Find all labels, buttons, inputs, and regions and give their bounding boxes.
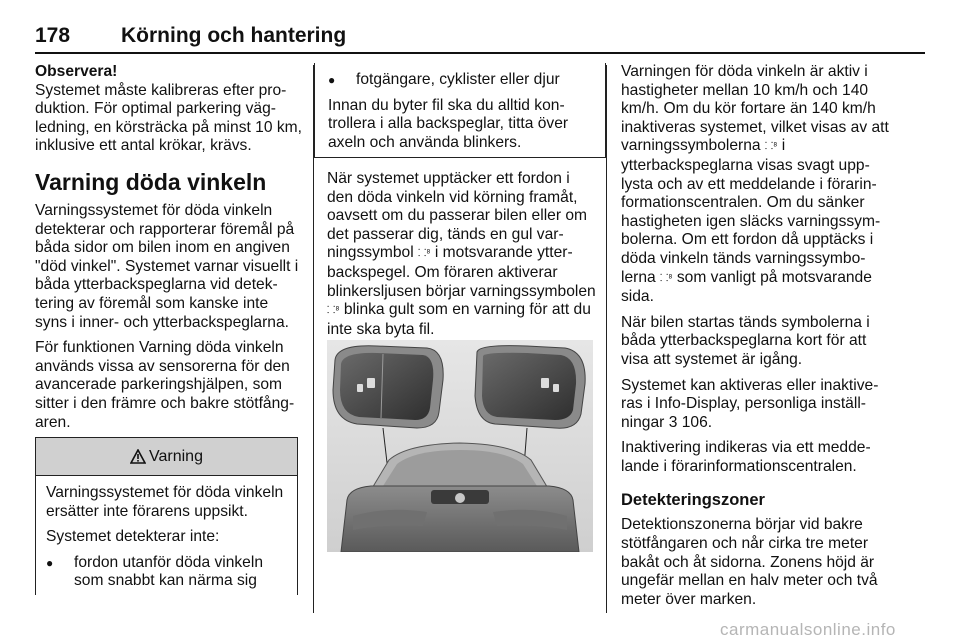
warning-triangle-icon — [130, 449, 146, 464]
warning-body — [36, 476, 297, 591]
warning-text: Varningssystemet för döda vinkeln ersätter inte förarens uppsikt. — [46, 484, 284, 520]
watermark: carmanualsonline.info — [720, 620, 896, 639]
warning-bullet: ● fotgängare, cyklister eller djur — [328, 71, 592, 90]
page-reference[interactable]: 106. — [681, 413, 713, 431]
paragraph: Varningssystemet för döda vinkeln detekterar och rapporterar föremål på båda sidor om bilen inom en angiven "död vinkel". Systemet varnar visuellt i båda ytterbackspeglarna vid detektering av föremål som kanske inte syns i inner- och ytterbackspeglarna. — [35, 201, 299, 331]
note — [35, 63, 303, 156]
right-mirror — [475, 346, 585, 429]
mirror-illustration — [327, 340, 593, 552]
section-heading-blind-spot: Varning döda vinkeln — [35, 168, 267, 195]
warning-bullet: ● fordon utanför döda vinkeln som snabbt kan närma sig — [46, 554, 287, 591]
blind-spot-icon: ⸬⁸ — [660, 272, 673, 284]
left-mirror — [333, 346, 443, 428]
column-divider-right — [606, 65, 607, 613]
column-1 — [35, 63, 303, 439]
warning-box-continued — [314, 63, 606, 158]
chapter-title: Körning och hantering — [121, 24, 347, 47]
page-header — [35, 20, 925, 54]
paragraph: Systemet kan aktiveras eller inaktiveras i Info-Display, personliga inställningar 3 106. — [621, 376, 879, 431]
blind-spot-icon: ⸬⁸ — [418, 248, 431, 260]
paragraph: För funktionen Varning döda vinkeln används vissa av sensorerna för den avancerade parkeringshjälpen, som sitter i den främre och bakre stötfångaren. — [35, 339, 295, 431]
warning-text: Systemet detekterar inte: — [46, 528, 220, 546]
column-3 — [621, 63, 891, 616]
page-number: 178 — [35, 24, 71, 47]
blind-spot-icon: ⸬⁸ — [764, 141, 778, 153]
blind-spot-icon: ⸬⁸ — [327, 305, 340, 317]
section-heading-detection-zones: Detekteringszoner — [621, 491, 765, 510]
warning-header — [36, 438, 297, 476]
paragraph: När bilen startas tänds symbolerna i båda ytterbackspeglarna kort för att visa att systemet är igång. — [621, 313, 870, 368]
paragraph: Detektionszonerna börjar vid bakre stötfångaren och når cirka tre meter bakåt och åt sidorna. Zonens höjd är ungefär mellan en halv meter och två meter över marken. — [621, 516, 878, 608]
paragraph: Varningen för döda vinkeln är aktiv i hastigheter mellan 10 km/h och 140 km/h. Om du kör fortare än 140 km/h inaktiveras systemet, vilket visas av att varningssymbolerna ⸬⁸ i ytterbackspeglarna visas svagt upplysta och av ett meddelande i förarinformationscentralen. Om du sänker hastigheten igen släcks varningssymbolerna. Om ett fordon då upptäcks i döda vinkeln tänds varningssymbolerna ⸬⁸ som vanligt på motsvarande sida. — [621, 63, 889, 306]
warning-text: Innan du byter fil ska du alltid kontrollera i alla backspeglar, titta över axeln och använda blinkers. — [328, 96, 569, 151]
note-title: Observera! — [35, 63, 118, 80]
column-2 — [327, 170, 597, 346]
paragraph: När systemet upptäcker ett fordon i den döda vinkeln vid körning framåt, oavsett om du passerar bilen eller om det passerar dig, tänds en gul varningssymbol ⸬⁸ i motsvarande ytterbackspegel. Om föraren aktiverar blinkersljusen börjar varningssymbolen ⸬⁸ blinka gult som en varning för att du inte ska byta fil. — [327, 170, 596, 338]
warning-box — [35, 437, 298, 595]
page-reference-icon: 3 — [668, 413, 678, 431]
warning-title: Varning — [149, 447, 203, 465]
paragraph: Inaktivering indikeras via ett meddelande i förarinformationscentralen. — [621, 439, 871, 475]
note-text: Systemet måste kalibreras efter produktion. För optimal parkering vägledning, en körsträcka på minst 10 km, inklusive ett antal krökar, krävs. — [35, 81, 302, 155]
